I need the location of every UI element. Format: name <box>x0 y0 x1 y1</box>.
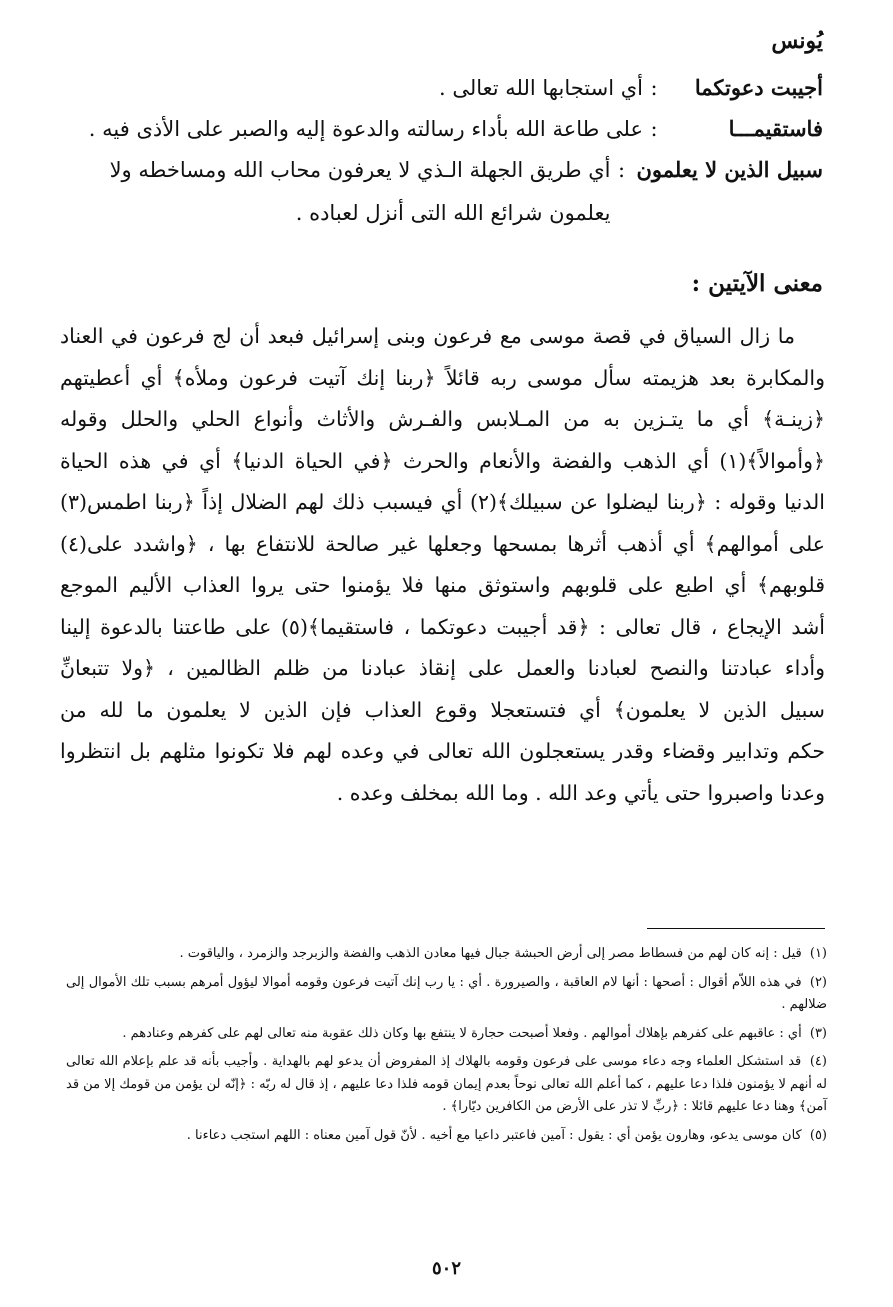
footnote <box>66 1023 827 1046</box>
body-line: قلوبهم﴾ أي اطبع على قلوبهم واستوثق منها فلا يؤمنوا حتى يروا العذاب الأليم الموجع <box>60 573 825 597</box>
body-line: وأداء عبادتنا والنصح لعبادنا والعمل على إنقاذ عبادنا من ظلم الظالمين ، ﴿ولا تتبعانِّ <box>60 656 825 680</box>
body-line: سبيل الذين لا يعلمون﴾ أي فتستعجلا وقوع العذاب فإن الذين لا يعلمون ما لله من <box>60 697 825 722</box>
glossary-definition <box>58 115 643 143</box>
body-line: ما زال السياق في قصة موسى مع فرعون وبنى إسرائيل فبعد أن لج فرعون في العناد <box>60 324 795 348</box>
footnote <box>66 1125 827 1148</box>
footnote <box>66 972 827 1017</box>
glossary-term: فاستقيمـــا <box>728 116 823 141</box>
glossary-term: سبيل الذين لا يعلمون <box>636 157 823 182</box>
footnote-number: (٣) <box>809 1025 827 1041</box>
running-header: يُونس <box>771 28 823 54</box>
footnote-text: كان موسى يدعو، وهارون يؤمن أي : يقول : آمين فاعتبر داعيا مع أخيه . لأنّ قول آمين معناه : اللهم استجب دعاءنا . <box>186 1127 802 1143</box>
glossary-definition <box>58 74 643 102</box>
body-line: أشد الإيجاع ، قال تعالى : ﴿قد أجيبت دعوتكما ، فاستقيما﴾(٥) على طاعتنا بالدعوة إلينا <box>60 614 825 639</box>
footnote-text: قيل : إنه كان لهم من فسطاط مصر إلى أرض الحبشة جبال فيها معادن الذهب والفضة والزبرجد والزمرد ، والياقوت . <box>179 946 802 961</box>
glossary-entry <box>58 115 823 143</box>
footnote-number: (١) <box>809 946 827 961</box>
footnote-text: أي : عاقبهم على كفرهم بإهلاك أموالهم . وفعلا أصبحت حجارة لا ينتفع بها وكان ذلك عقوبة منه تعالى لهم على كفرهم وعنادهم . <box>122 1025 802 1041</box>
glossary <box>58 74 823 240</box>
footnote-number: (٤) <box>809 1054 827 1069</box>
glossary-entry <box>58 74 823 102</box>
body-line: ﴿وأموالاً﴾(١) أي الذهب والفضة والأنعام والحرث ﴿في الحياة الدنيا﴾ أي في هذه الحياة <box>60 448 825 473</box>
glossary-term: أجيبت دعوتكما <box>694 75 823 100</box>
glossary-definition <box>58 156 610 227</box>
footnote <box>66 1051 827 1119</box>
glossary-definition-line: أي طريق الجهلة الـذي لا يعرفون محاب الله ومساخطه ولا <box>109 158 611 182</box>
commentary-body <box>60 316 825 814</box>
footnote-separator <box>647 928 825 929</box>
footnotes <box>66 943 827 1153</box>
glossary-colon: : <box>617 158 626 182</box>
body-line: الدنيا وقوله : ﴿ربنا ليضلوا عن سبيلك﴾(٢) أي فيسبب ذلك لهم الضلال إذاً ﴿ربنا اطمس(٣) <box>60 490 825 514</box>
body-line: ﴿زينـة﴾ أي ما يتـزين به من المـلابس والفـرش والأثاث وأنواع الحلي والحلل وقوله <box>60 407 825 431</box>
footnote-number: (٥) <box>809 1127 827 1143</box>
body-line: حكم وتدابير وقضاء وقدر يستعجلون الله تعالى في وعده لهم فلا تكونوا مثلهم بل انتظروا <box>60 739 825 763</box>
glossary-definition-line: أي استجابها الله تعالى . <box>438 76 643 100</box>
page-number: ٥٠٢ <box>431 1258 461 1279</box>
footnote-number: (٢) <box>809 974 827 990</box>
glossary-definition-line: على طاعة الله بأداء رسالته والدعوة إليه والصبر على الأذى فيه . <box>88 117 643 141</box>
glossary-colon: : <box>650 117 658 141</box>
glossary-colon: : <box>650 76 658 100</box>
footnote-text: قد استشكل العلماء وجه دعاء موسى على فرعون وقومه بالهلاك إذ المفروض أن يدعو لهم بالهداية . وأجيب بأنه قد علم بإعلام الله تعالى له أنهم لا يؤمنون فلذا دعا عليهم ، كما أعلم الله تعالى نوحاً بعدم إيمان قومه فلذا دعا عليهم ، إذ قال له ربّه : ﴿إنّه لن يؤمن من قومك إلا من قد آمن﴾ وهنا دعا عليهم قائلا : ﴿ربِّ لا تذر على الأرض من الكافرين ديّارا﴾ . <box>66 1054 827 1114</box>
footnote <box>66 943 827 966</box>
glossary-definition-line: يعلمون شرائع الله التى أنزل لعباده . <box>295 201 611 225</box>
glossary-entry <box>58 156 823 227</box>
footnote-text: في هذه اللاّم أقوال : أصحها : أنها لام العاقبة ، والصيرورة . أي : يا رب إنك آتيت فرعون وقومه أموالا ليؤول أمرهم بسبب تلك الأموال إلى ضلالهم . <box>66 974 827 1012</box>
body-line: على أموالهم﴾ أي أذهب أثرها بمسحها وجعلها غير صالحة للانتفاع بها ، ﴿واشدد على(٤) <box>60 531 825 556</box>
section-heading: معنى الآيتين : <box>691 270 823 297</box>
body-line: والمكابرة بعد هزيمته سأل موسى ربه قائلاً ﴿ربنا إنك آتيت فرعون وملأه﴾ أي أعطيتهم <box>60 365 825 390</box>
body-line: وعدنا واصبروا حتى يأتي وعد الله . وما الله بمخلف وعده . <box>336 780 825 805</box>
